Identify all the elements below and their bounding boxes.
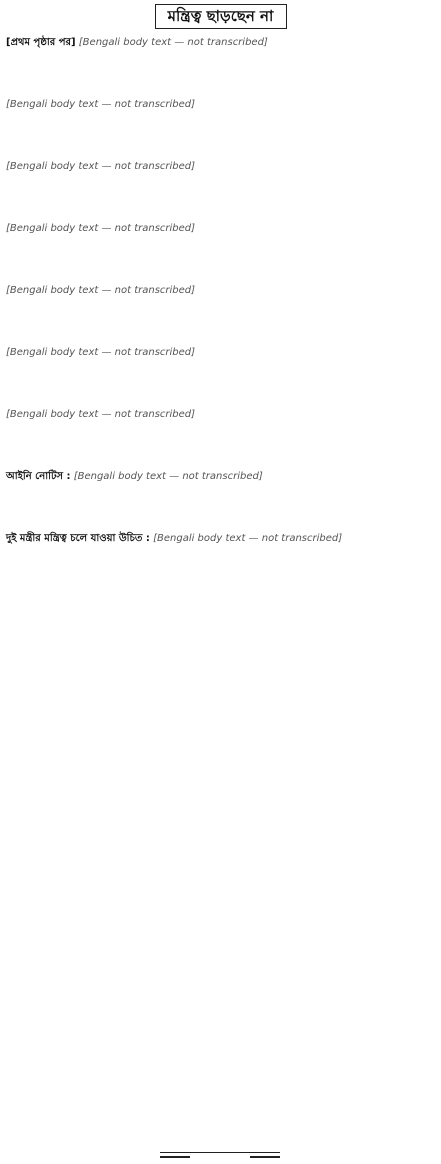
lead-paragraph: [6, 35, 435, 95]
paragraph: [6, 531, 435, 591]
paragraph: [6, 345, 435, 405]
paragraph: [6, 159, 435, 219]
rule-segment: [160, 1156, 190, 1158]
body-text-placeholder: [Bengali body text — not transcribed]: [153, 533, 343, 544]
paragraph: [6, 407, 435, 467]
body-text-placeholder: [Bengali body text — not transcribed]: [73, 471, 263, 482]
body-text-placeholder: [Bengali body text — not transcribed]: [6, 409, 196, 420]
body-text-placeholder: [Bengali body text — not transcribed]: [6, 347, 196, 358]
paragraph: [6, 97, 435, 157]
lead-text-placeholder: [Bengali body text — not transcribed]: [78, 37, 268, 48]
paragraph: [6, 221, 435, 281]
section-label-legal-notice: আইনি নোটিস :: [6, 471, 71, 482]
paragraph: [6, 469, 435, 529]
headline-box: [155, 4, 287, 29]
body-text-placeholder: [Bengali body text — not transcribed]: [6, 99, 196, 110]
section-label-resign: দুই মন্ত্রীর মন্ত্রিত্ব চলে যাওয়া উচিত :: [6, 533, 150, 544]
body-text-placeholder: [Bengali body text — not transcribed]: [6, 285, 196, 296]
body-text-placeholder: [Bengali body text — not transcribed]: [6, 161, 196, 172]
paragraph: [6, 283, 435, 343]
article-body: [6, 35, 435, 591]
lead-label: [প্রথম পৃষ্ঠার পর]: [6, 37, 76, 48]
rule-segment: [250, 1156, 280, 1158]
headline: মন্ত্রিত্ব ছাড়ছেন না: [167, 7, 274, 25]
body-text-placeholder: [Bengali body text — not transcribed]: [6, 223, 196, 234]
continuation-rule: [160, 1152, 280, 1158]
